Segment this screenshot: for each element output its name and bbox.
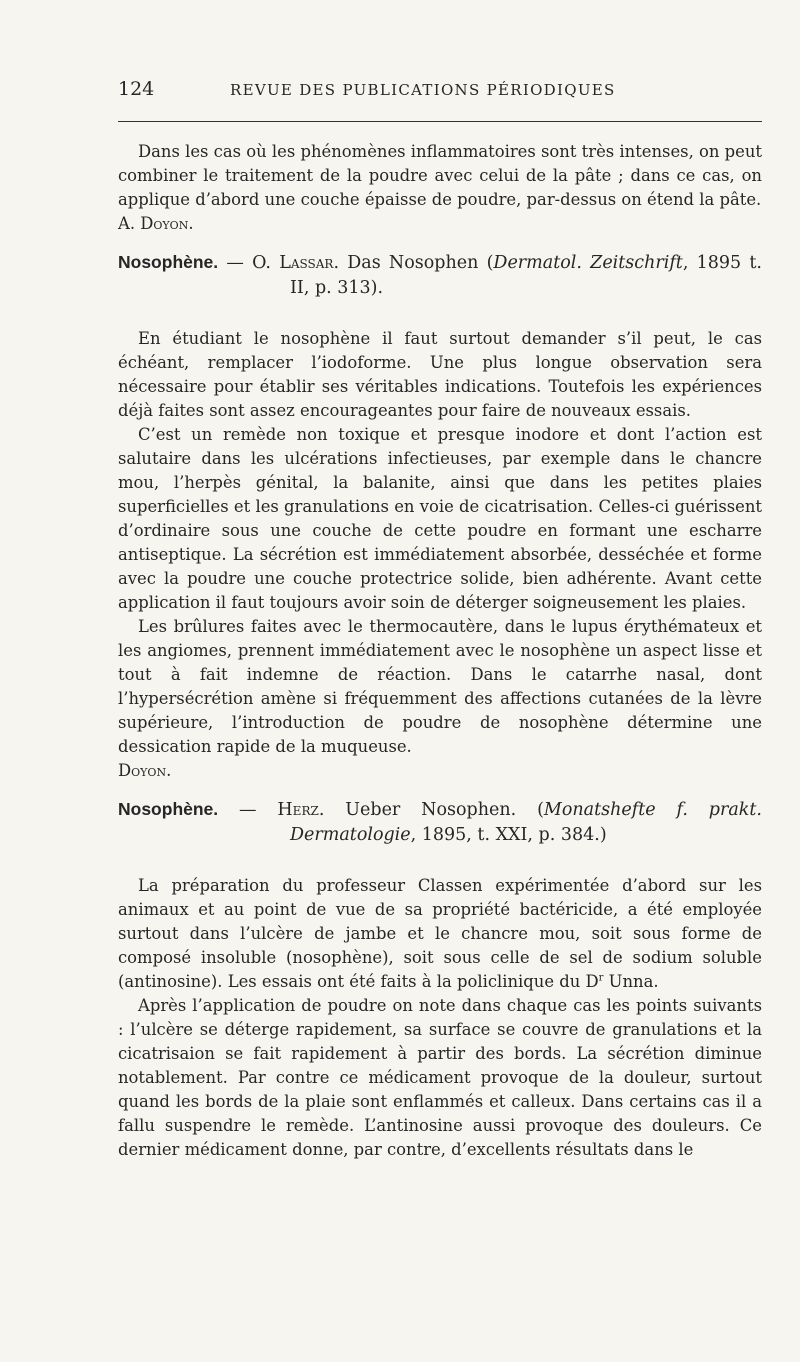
superscript-r: r <box>598 972 604 984</box>
page-body <box>118 140 762 1162</box>
herz-paragraph-1: La préparation du professeur Classen expérimentée d’abord sur les animaux et au point de vue de sa propriété bactéricide, a été employée surtout dans l’ulcère de jambe et le chancre mou, soit sous forme de composé insoluble (nosophène), soit sous celle de sel de sodium soluble (antinosine). Les essais ont été faits à la policlinique du $D^r$ Unna. <box>118 876 762 991</box>
article-author: Herz <box>277 800 319 820</box>
article-subject: Nosophène. <box>118 252 219 272</box>
article-reference: , 1895, t. XXI, p. 384.) <box>410 825 607 845</box>
lassar-paragraph-1: En étudiant le nosophène il faut surtout demander s’il peut, le cas échéant, remplacer l’iodoforme. Une plus longue observation sera nécessaire pour établir ses véritables indications. Toutefois les expériences déjà faites sont assez encourageantes pour faire de nouveaux essais. <box>118 329 762 420</box>
article-author: Lassar <box>279 253 334 273</box>
article-title: . Das Nosophen ( <box>333 253 494 273</box>
herz-paragraph-2: Après l’application de poudre on note dans chaque cas les points suivants : l’ulcère se déterge rapidement, sa surface se couvre de granulations et la cicatrisaion se fait rapidement à partir des bords. La sécrétion diminue notablement. Par contre ce médicament provoque de la douleur, surtout quand les bords de la plaie sont enflammés et calleux. Dans certains cas il a fallu suspendre le remède. L’antinosine aussi provoque des douleurs. Ce dernier médicament donne, par contre, d’excellents résultats dans le <box>118 996 762 1159</box>
article-title: . Ueber Nosophen. ( <box>318 800 544 820</box>
page-header <box>118 78 762 108</box>
heading-dash: — O. <box>218 253 280 273</box>
heading-dash: — <box>218 800 278 820</box>
article-heading-herz <box>118 797 762 848</box>
page-number: 124 <box>118 78 155 100</box>
signature-doyon-2: Doyon. <box>118 761 172 780</box>
lassar-paragraph-3: Les brûlures faites avec le thermocautère, dans le lupus érythémateux et les angiomes, prennent immédiatement avec le nosophène un aspect lisse et tout à fait indemne de réaction. Dans le catarrhe nasal, dont l’hypersécrétion amène si fréquemment des affections cutanées de la lèvre supérieure, l’introduction de poudre de nosophène détermine une dessication rapide de la muqueuse. <box>118 617 762 756</box>
intro-paragraph: Dans les cas où les phénomènes inflammatoires sont très intenses, on peut combiner le traitement de la poudre avec celui de la pâte ; dans ce cas, on applique d’abord une couche épaisse de poudre, par-dessus on étend la pâte. <box>118 142 762 209</box>
article-heading-lassar <box>118 250 762 301</box>
signature-doyon-1: A. Doyon. <box>118 214 194 233</box>
article-journal: Dermatol. Zeitschrift <box>493 253 683 273</box>
article-journal: Monatshefte f. prakt. Dermatologie <box>290 800 762 845</box>
running-title: REVUE DES PUBLICATIONS PÉRIODIQUES <box>230 81 616 99</box>
lassar-paragraph-2: C’est un remède non toxique et presque inodore et dont l’action est salutaire dans les ulcérations infectieuses, par exemple dans le chancre mou, l’herpès génital, la balanite, ainsi que dans les petites plaies superficielles et les granulations en voie de cicatrisation. Celles-ci guérissent d’ordinaire sous une couche de cette poudre en formant une escharre antiseptique. La sécrétion est immédiatement absorbée, desséchée et forme avec la poudre une couche protectrice solide, bien adhérente. Avant cette application il faut toujours avoir soin de déterger soigneusement les plaies. <box>118 425 762 612</box>
header-rule <box>118 121 762 122</box>
article-subject: Nosophène. <box>118 799 219 819</box>
article-reference: , 1895 t. II, p. 313). <box>290 253 762 298</box>
